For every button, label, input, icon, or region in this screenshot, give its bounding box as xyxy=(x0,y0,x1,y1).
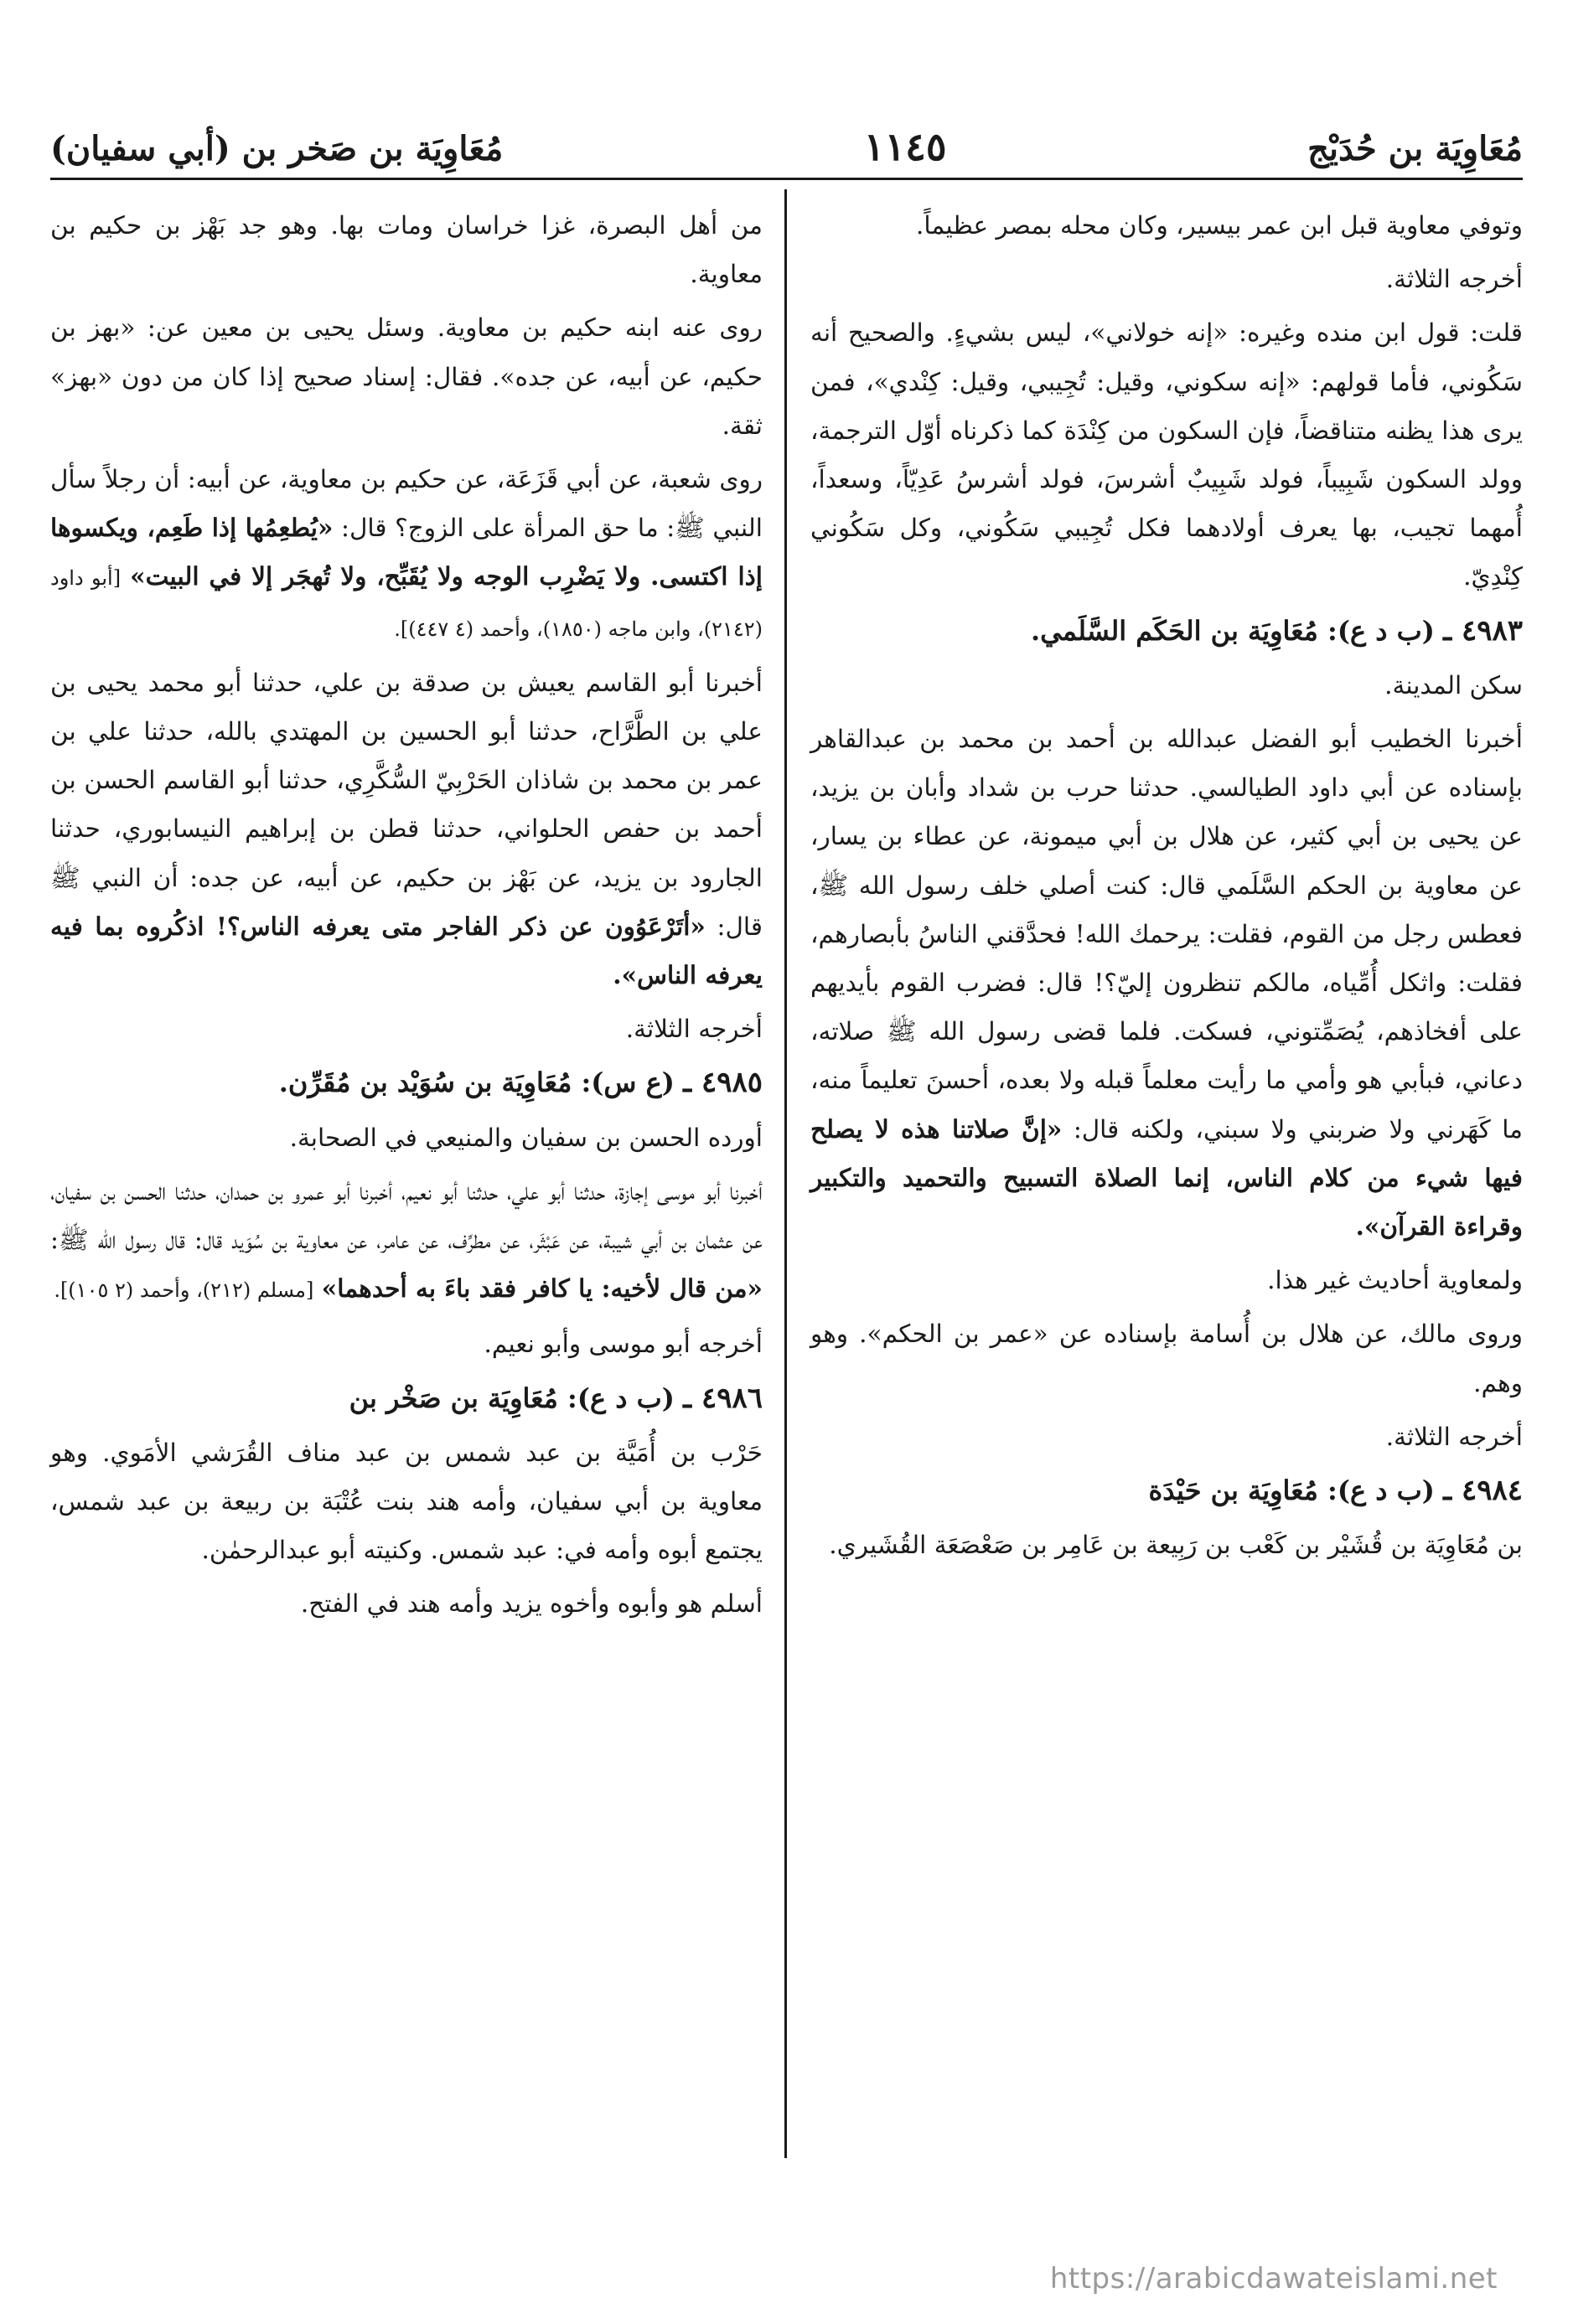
paragraph: روى عنه ابنه حكيم بن معاوية. وسئل يحيى بن معين عن: «بهز بن حكيم، عن أبيه، عن جده». فقال: إسناد صحيح إذا كان من دون «بهز» ثقة. xyxy=(50,313,763,440)
column-divider xyxy=(784,189,787,2158)
entry-name: (ب د ع): مُعَاوِيَة بن صَخْر بن xyxy=(349,1381,675,1414)
hadith-text: «يُطعِمُها إذا طَعِم، ويكسوها إذا اكتسى. ولا يَضْرِب الوجه ولا يُقَبِّح، ولا تُهجَر إلا في البيت» xyxy=(50,513,763,591)
entry-name: (ب د ع): مُعَاوِيَة بن الحَكَم السَّلَمي. xyxy=(1030,614,1435,647)
paragraph: حَرْب بن أُمَيَّة بن عبد شمس بن عبد مناف القُرَشي الأمَوي. وهو معاوية بن أبي سفيان، وأمه هند بنت عُتْبَة بن ربيعة بن عبد شمس، يجتمع أبوه وأمه في: عبد شمس. وكنيته أبو عبدالرحمٰن. xyxy=(50,1438,763,1565)
paragraph: أخرجه الثلاثة. xyxy=(625,1015,763,1044)
paragraph-text: روى شعبة، عن أبي قَزَعَة، عن حكيم بن معاوية، عن أبيه: أن رجلاً سأل النبي ﷺ: ما حق المرأة على الزوج؟ قال: xyxy=(50,465,763,543)
paragraph: بن مُعَاوِيَة بن قُشَيْر بن كَعْب بن رَبِيعة بن عَامِر بن صَعْصَعَة القُشَيري. xyxy=(829,1531,1523,1560)
paragraph: وتوفي معاوية قبل ابن عمر بيسير، وكان محله بمصر عظيماً. xyxy=(916,211,1523,240)
paragraph xyxy=(810,715,1523,1251)
entry-name: (ب د ع): مُعَاوِيَة بن حَيْدَة xyxy=(1148,1474,1435,1507)
paragraph: أخرجه الثلاثة. xyxy=(1385,265,1523,294)
entry-number: ٤٩٨٣ ـ xyxy=(1443,613,1523,648)
entry-number: ٤٩٨٥ ـ xyxy=(683,1066,763,1100)
hadith-text: «إنَّ صلاتنا هذه لا يصلح فيها شيء من كلام الناس، إنما الصلاة التسبيح والتحميد والتكبير وقراءة القرآن». xyxy=(810,1113,1523,1242)
paragraph: قلت: قول ابن منده وغيره: «إنه خولاني»، ليس بشيءٍ. والصحيح أنه سَكُوني، فأما قولهم: «إنه سكوني، وقيل: تُجِيبي، وقيل: كِنْدي»، فمن يرى هذا يظنه متناقضاً، فإن السكون من كِنْدَة كما ذكرناه أوّل الترجمة، وولد السكون شَبِيباً، فولد شَبِيبٌ أشرسَ، فولد أشرسُ عَدِيّاً، وسعداً، أُمهما تجيب، بها يعرف أولادهما فكل تُجِيبي سَكُوني، وكل سَكُوني كِنْدِيّ. xyxy=(810,318,1523,591)
paragraph: ولمعاوية أحاديث غير هذا. xyxy=(1267,1266,1523,1295)
entry-number: ٤٩٨٦ ـ xyxy=(683,1381,763,1415)
entry-heading-4984 xyxy=(810,1466,1523,1516)
watermark-url: https://arabicdawateislami.net xyxy=(1049,2262,1498,2296)
hadith-reference: [أبو داود (٢١٤٢)، وابن ماجه (١٨٥٠)، وأحمد (٤ ٤٤٧)]. xyxy=(50,566,763,641)
header-right-title: مُعَاوِيَة بن حُدَيْج xyxy=(1307,129,1523,168)
paragraph: أخرجه أبو موسى وأبو نعيم. xyxy=(484,1330,763,1359)
page-number: ١١٤٥ xyxy=(863,124,947,169)
paragraph-text: أخبرنا أبو القاسم يعيش بن صدقة بن علي، حدثنا أبو محمد يحيى بن علي بن الطَّرَّاح، حدثنا أبو الحسين بن المهتدي بالله، حدثنا علي بن عمر بن محمد بن شاذان الحَرْبِيّ السُّكَّرِي، حدثنا أبو القاسم الحسن بن أحمد بن حفص الحلواني، حدثنا قطن بن إبراهيم النيسابوري، حدثنا الجارود بن يزيد، عن بَهْز بن حكيم، عن أبيه، عن جده: أن النبي ﷺ قال: xyxy=(50,668,763,941)
right-column xyxy=(810,201,1523,1569)
paragraph xyxy=(50,658,763,999)
paragraph: وروى مالك، عن هلال بن أُسامة بإسناده عن «عمر بن الحكم». وهو وهم. xyxy=(810,1320,1523,1397)
page-header xyxy=(50,99,1523,180)
header-left-title: مُعَاوِيَة بن صَخر بن (أبي سفيان) xyxy=(50,129,504,168)
paragraph: أورده الحسن بن سفيان والمنيعي في الصحابة. xyxy=(289,1123,763,1152)
entry-heading-4983 xyxy=(810,607,1523,656)
paragraph: سكن المدينة. xyxy=(1384,670,1523,700)
entry-heading-4986 xyxy=(50,1374,763,1423)
entry-name: (ع س): مُعَاوِيَة بن سُوَيْد بن مُقَرِّن. xyxy=(278,1066,675,1099)
entry-heading-4985 xyxy=(50,1058,763,1108)
paragraph-text: أخبرنا الخطيب أبو الفضل عبدالله بن أحمد بن محمد بن عبدالقاهر بإسناده عن أبي داود الطيالسي. حدثنا حرب بن شداد وأبان بن يزيد، عن يحيى بن أبي كثير، عن هلال بن أبي ميمونة، عن عطاء بن يسار، عن معاوية بن الحكم السَّلَمي قال: كنت أصلي خلف رسول الله ﷺ، فعطس رجل من القوم، فقلت: يرحمك الله! فحدَّقني الناسُ بأبصارهم، فقلت: واثكل أُمِّياه، مالكم تنظرون إليّ؟! قال: فضرب القوم بأيديهم على أفخاذهم، يُصَمِّتوني، فسكت. فلما قضى رسول الله ﷺ صلاته، دعاني، فبأبي هو وأمي ما رأيت معلماً قبله ولا بعده، أحسنَ تعليماً منه، ما كَهَرني ولا ضربني ولا سبني، ولكنه قال: xyxy=(810,725,1523,1144)
paragraph-text: أخبرنا أبو موسى إجازة، حدثنا أبو علي، حدثنا أبو نعيم، أخبرنا أبو عمرو بن حمدان، حدثنا الحسن بن سفيان، عن عثمان بن أبي شيبة، عن عَبْثَر، عن مطرِّف، عن عامر، عن معاوية بن سُوَيد قال: قال رسول الله ﷺ: xyxy=(50,1176,763,1255)
entry-number: ٤٩٨٤ ـ xyxy=(1443,1474,1523,1508)
hadith-text: «أتَرْعَوُون عن ذكر الفاجر متى يعرفه الناس؟! اذكُروه بما فيه يعرفه الناس». xyxy=(50,911,763,990)
paragraph: أخرجه الثلاثة. xyxy=(1385,1422,1523,1451)
paragraph: أسلم هو وأبوه وأخوه يزيد وأمه هند في الفتح. xyxy=(300,1589,763,1619)
paragraph xyxy=(50,455,763,653)
paragraph: من أهل البصرة، غزا خراسان ومات بها. وهو جد بَهْز بن حكيم بن معاوية. xyxy=(50,211,763,289)
hadith-reference: [مسلم (٢١٢)، وأحمد (٢ ١٠٥)]. xyxy=(54,1278,314,1303)
paragraph xyxy=(50,1167,763,1315)
left-column xyxy=(50,201,763,1629)
hadith-text: «من قال لأخيه: يا كافر فقد باءَ به أحدهما» xyxy=(321,1273,763,1304)
